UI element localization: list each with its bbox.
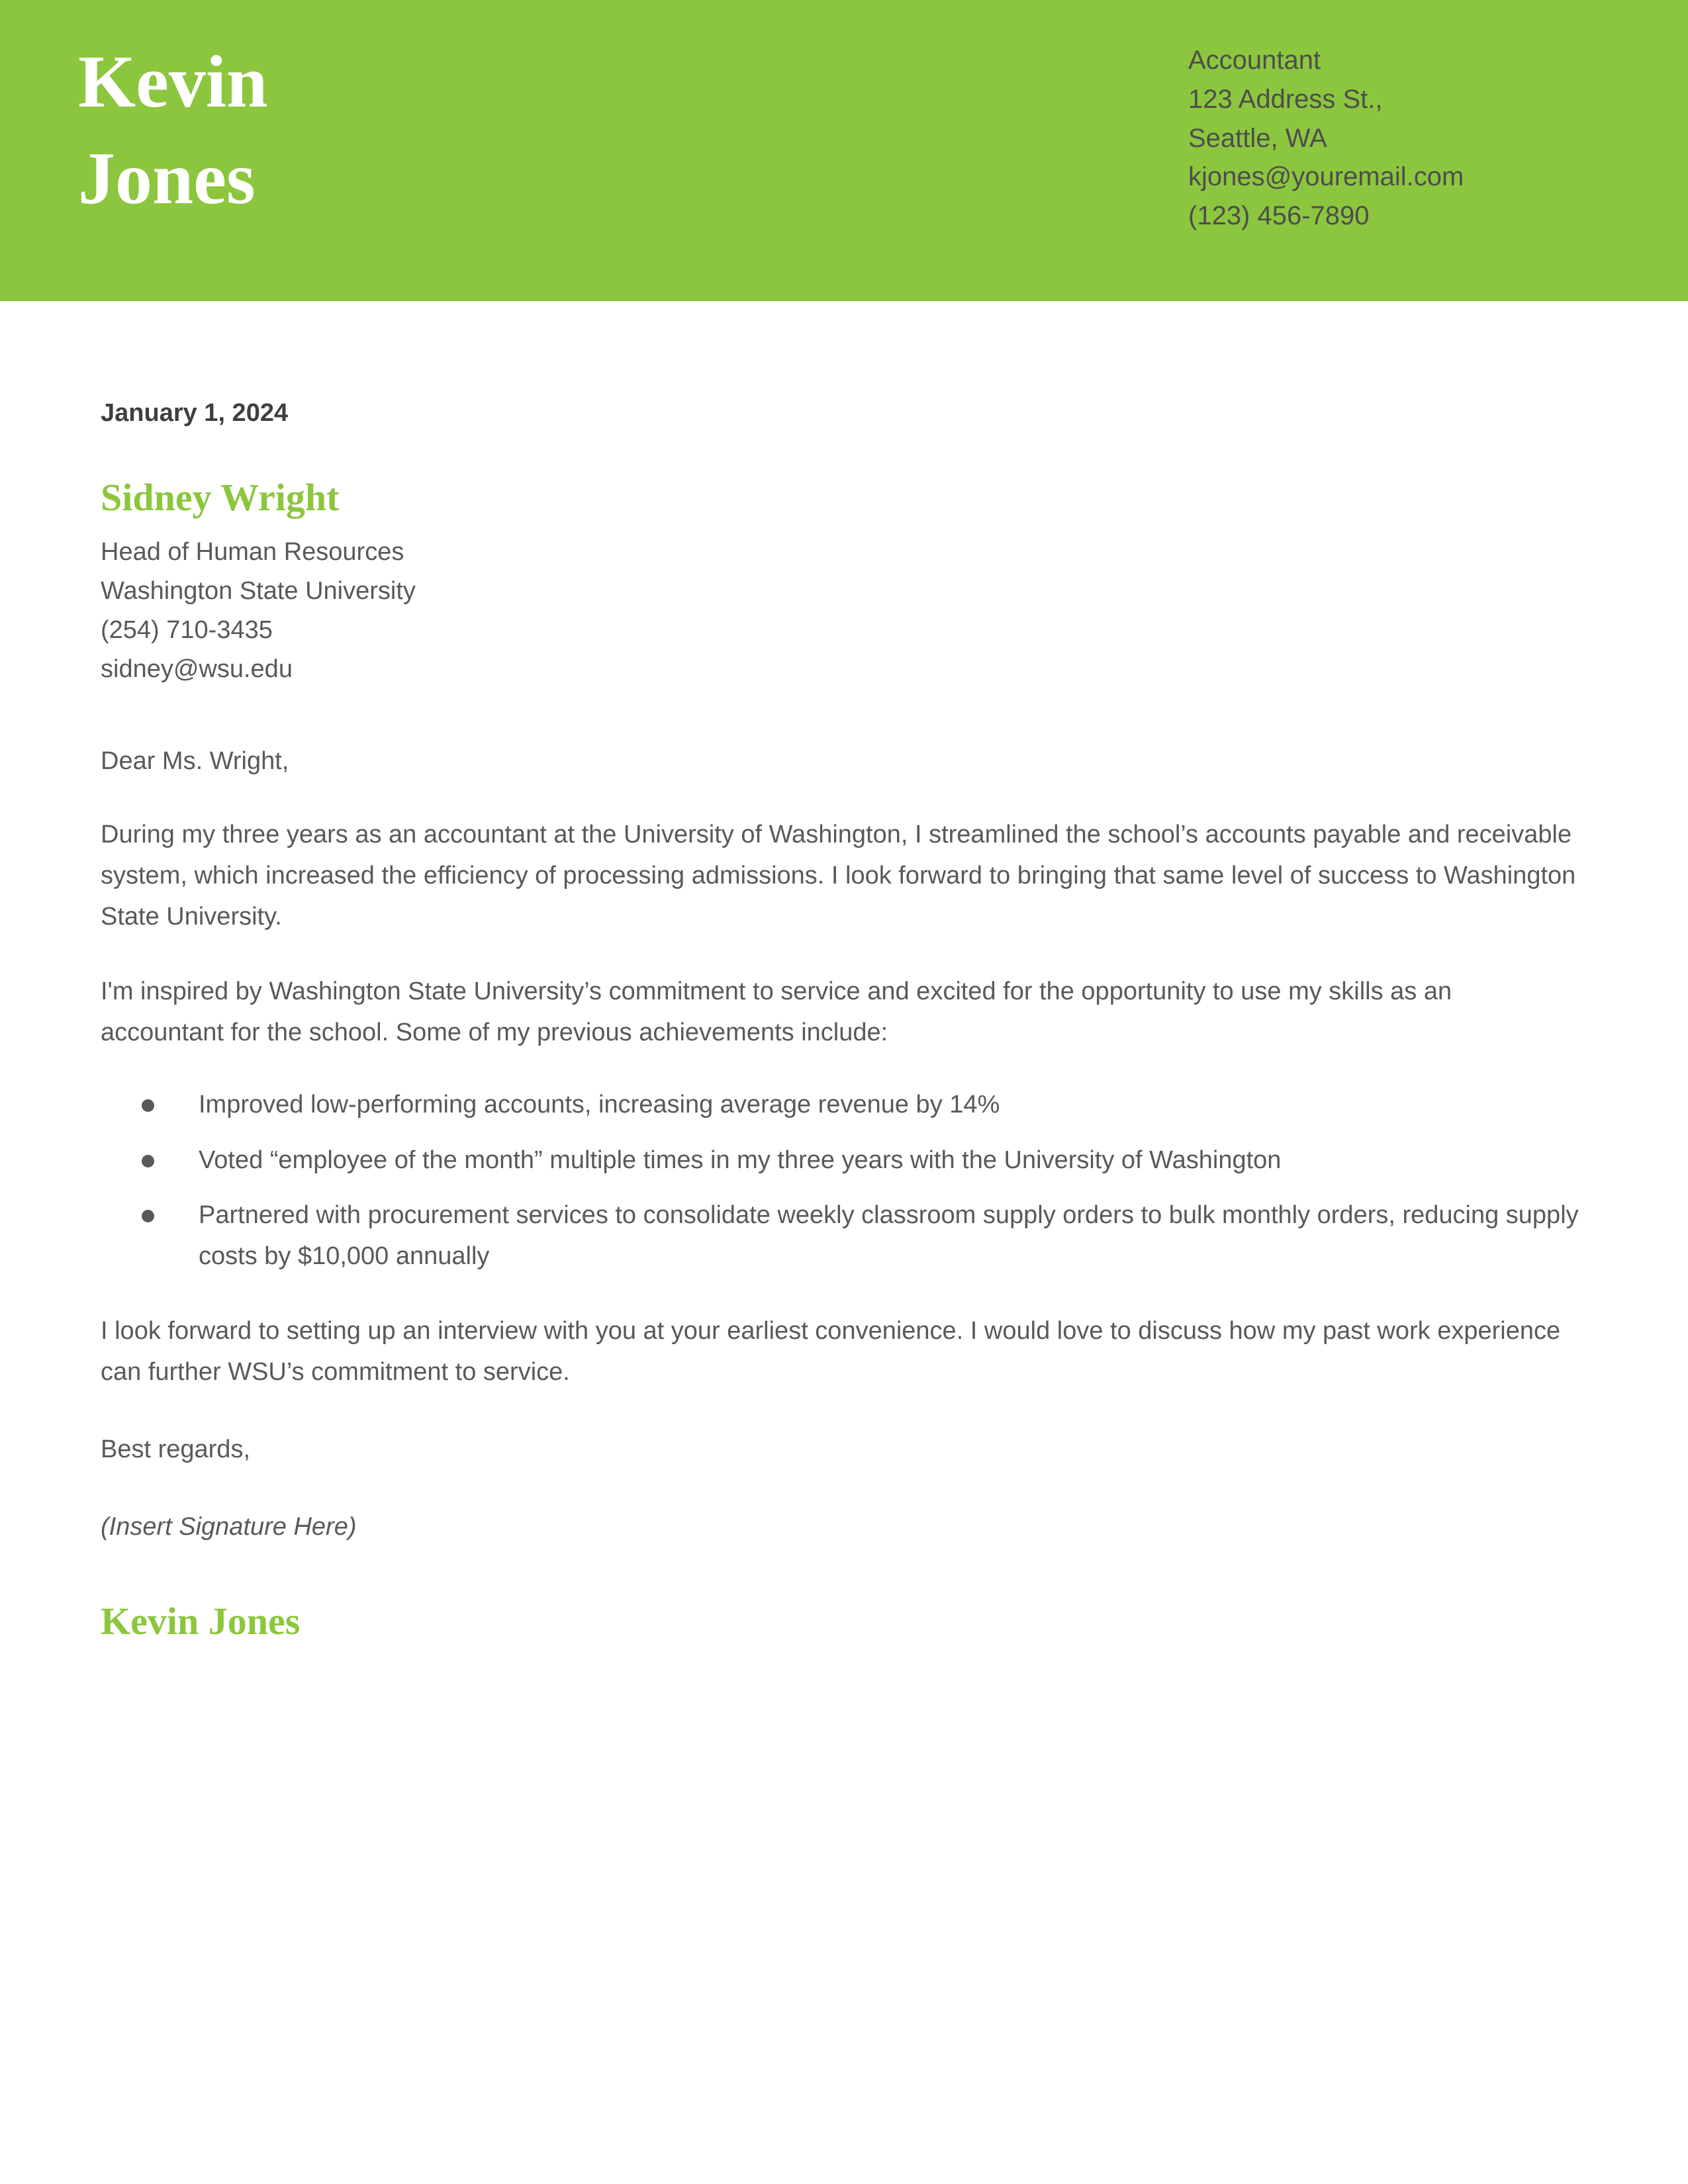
- list-item: [101, 1195, 1587, 1277]
- letter-closing: Best regards,: [101, 1435, 250, 1464]
- recipient-title: Head of Human Resources: [101, 537, 404, 566]
- applicant-last-name: Jones: [78, 137, 256, 220]
- bullet-icon: [142, 1210, 154, 1222]
- letter-body: [0, 301, 1688, 1644]
- recipient-block: [101, 475, 1587, 688]
- list-item: [101, 1140, 1587, 1181]
- applicant-phone: (123) 456-7890: [1188, 201, 1370, 231]
- recipient-name: Sidney Wright: [101, 476, 340, 520]
- list-item: [101, 1085, 1587, 1126]
- applicant-city-state: Seattle, WA: [1188, 123, 1327, 153]
- letter-date: January 1, 2024: [101, 399, 289, 427]
- achievement-text: Improved low-performing accounts, increasing average revenue by 14%: [199, 1091, 1000, 1119]
- applicant-first-name: Kevin: [78, 41, 268, 123]
- signature-placeholder: (Insert Signature Here): [101, 1513, 357, 1541]
- applicant-name-heading: [78, 34, 740, 227]
- applicant-contact-block: [1188, 41, 1464, 236]
- letter-salutation: Dear Ms. Wright,: [101, 747, 289, 775]
- letter-paragraph-3: I look forward to setting up an interview with you at your earliest convenience. I would love to discuss how my past work experience can further WSU’s commitment to service.: [101, 1317, 1561, 1386]
- applicant-street-address: 123 Address St.,: [1188, 84, 1383, 114]
- applicant-job-title: Accountant: [1188, 46, 1321, 75]
- recipient-phone: (254) 710-3435: [101, 615, 273, 644]
- recipient-email: sidney@wsu.edu: [101, 655, 293, 683]
- signature-name: Kevin Jones: [101, 1599, 301, 1643]
- letter-paragraph-2: I'm inspired by Washington State University’s commitment to service and excited for the opportunity to use my skills as an accountant for the school. Some of my previous achievements include:: [101, 978, 1452, 1046]
- header-banner: [0, 0, 1688, 301]
- bullet-icon: [142, 1155, 154, 1167]
- letter-paragraph-1: During my three years as an accountant at the University of Washington, I streamlined the school’s accounts payable and receivable system, which increased the efficiency of processing admissions. I look forward to bringing that same level of success to Washington State University.: [101, 821, 1576, 931]
- applicant-email: kjones@youremail.com: [1188, 162, 1464, 192]
- bullet-icon: [142, 1099, 154, 1112]
- achievement-text: Voted “employee of the month” multiple times in my three years with the University of Washington: [199, 1146, 1282, 1174]
- recipient-organization: Washington State University: [101, 576, 416, 605]
- achievements-list: [101, 1085, 1587, 1277]
- achievement-text: Partnered with procurement services to consolidate weekly classroom supply orders to bulk monthly orders, reducing supply costs by $10,000 annually: [199, 1201, 1579, 1270]
